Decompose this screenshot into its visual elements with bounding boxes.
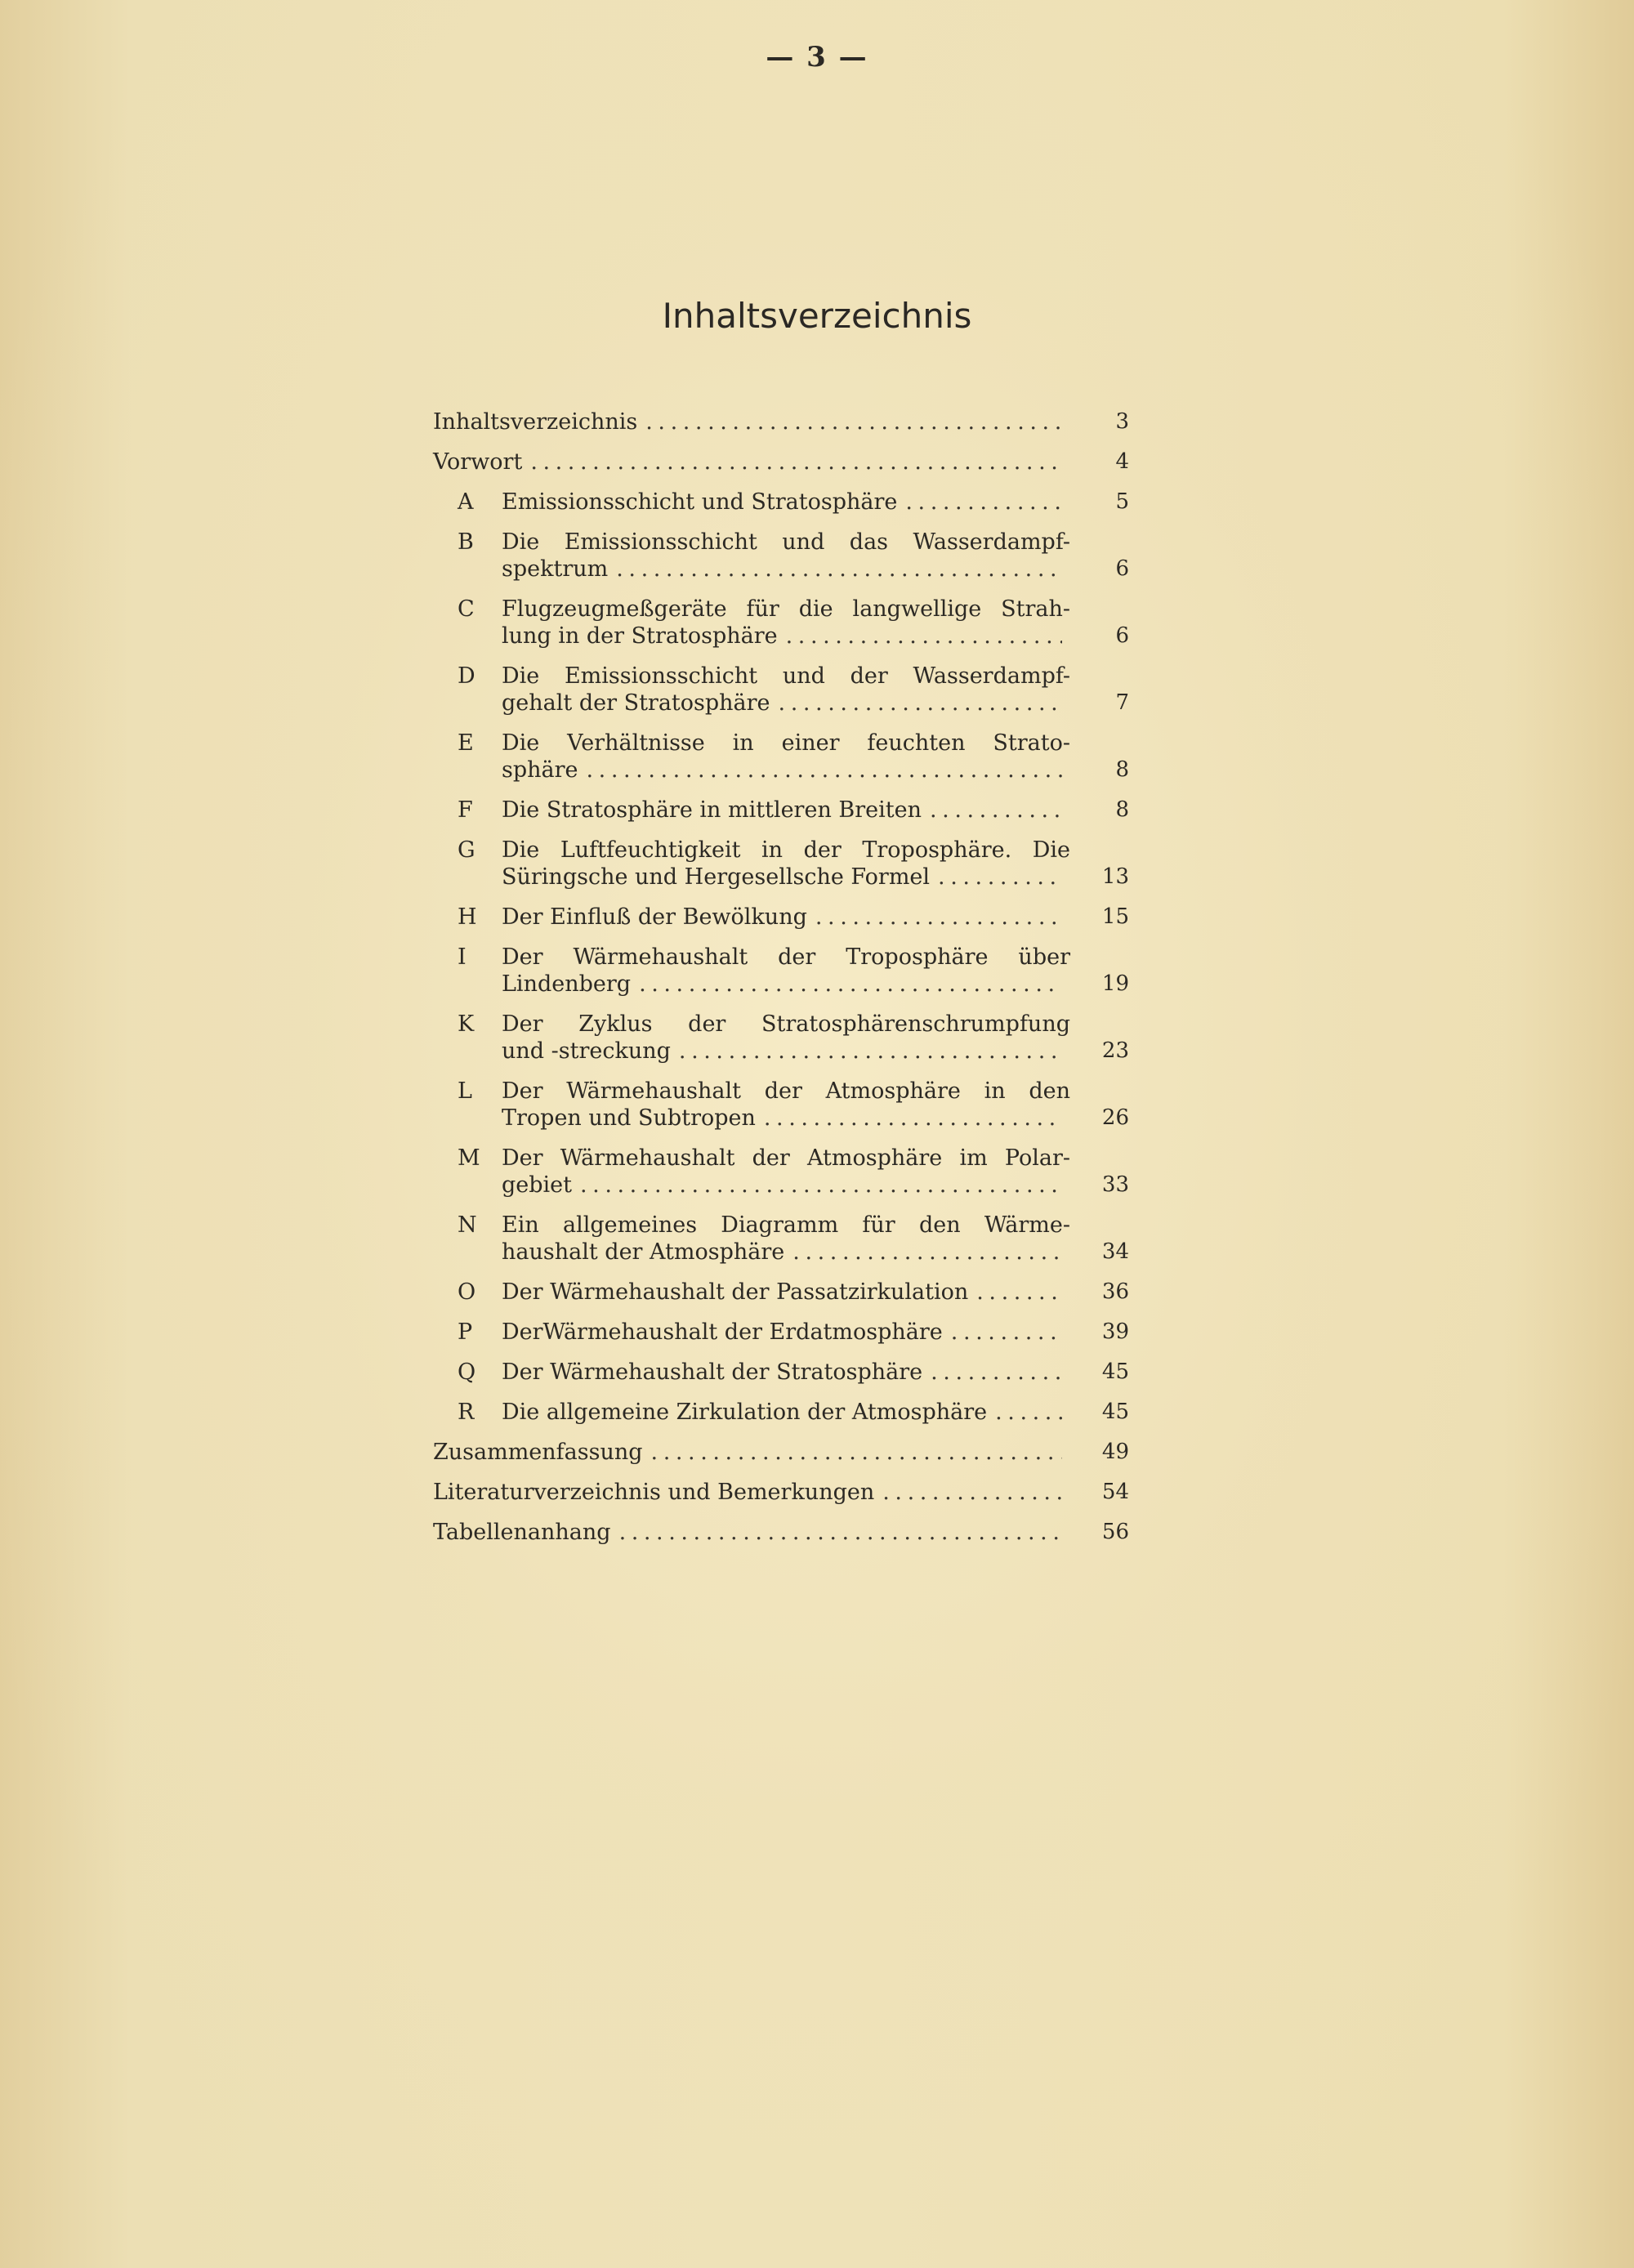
toc-section-letter: P bbox=[458, 1319, 473, 1345]
toc-entry[interactable] bbox=[433, 1078, 1129, 1132]
toc-dot-leader bbox=[616, 556, 1062, 583]
toc-entry-title: Emissionsschicht und Stratosphäre bbox=[502, 489, 898, 515]
toc-section-letter: K bbox=[458, 1011, 475, 1037]
toc-entry-title: Lindenberg bbox=[502, 971, 632, 997]
toc-entry[interactable] bbox=[433, 904, 1129, 931]
toc-entry[interactable] bbox=[433, 409, 1129, 435]
toc-dot-leader bbox=[587, 757, 1062, 784]
toc-page-number: 6 bbox=[1115, 623, 1129, 648]
toc-page-number: 45 bbox=[1101, 1359, 1129, 1384]
toc-section-letter: D bbox=[458, 663, 475, 689]
toc-entry-title: Der Wärmehaushalt der Atmosphäre in den bbox=[502, 1078, 1070, 1104]
toc-dot-leader bbox=[792, 1239, 1062, 1266]
toc-entry[interactable] bbox=[433, 1439, 1129, 1466]
toc-entry-title: und -streckung bbox=[502, 1038, 671, 1064]
toc-entry-title: Die Emissionsschicht und das Wasserdampf- bbox=[502, 529, 1070, 555]
toc-entry-title: Die Verhältnisse in einer feuchten Strato- bbox=[502, 730, 1070, 756]
toc-entry[interactable] bbox=[433, 1011, 1129, 1065]
toc-dot-leader bbox=[930, 797, 1062, 824]
toc-entry-title: Die Stratosphäre in mittleren Breiten bbox=[502, 797, 922, 823]
toc-page-number: 3 bbox=[1115, 409, 1129, 434]
toc-entry[interactable] bbox=[433, 1279, 1129, 1306]
toc-entry-title: Ein allgemeines Diagramm für den Wärme- bbox=[502, 1212, 1070, 1238]
toc-entry-title: Der Wärmehaushalt der Troposphäre über bbox=[502, 944, 1070, 970]
toc-section-letter: A bbox=[458, 489, 474, 515]
toc-entry-title: Tropen und Subtropen bbox=[502, 1105, 756, 1131]
toc-page-number: 8 bbox=[1115, 797, 1129, 822]
toc-entry-title: Die Luftfeuchtigkeit in der Troposphäre. Die bbox=[502, 837, 1070, 863]
toc-dot-leader bbox=[679, 1038, 1062, 1065]
toc-section-letter: E bbox=[458, 730, 474, 756]
toc-page-number: 54 bbox=[1101, 1480, 1129, 1504]
toc-page-number: 39 bbox=[1101, 1319, 1129, 1344]
toc-dot-leader bbox=[882, 1479, 1062, 1506]
toc-entry-title: Der Wärmehaushalt der Stratosphäre bbox=[502, 1359, 923, 1385]
toc-entry-title: DerWärmehaushalt der Erdatmosphäre bbox=[502, 1319, 943, 1345]
toc-dot-leader bbox=[530, 449, 1062, 475]
toc-dot-leader bbox=[976, 1279, 1062, 1306]
toc-page-number: 7 bbox=[1115, 690, 1129, 715]
toc-section-letter: M bbox=[458, 1145, 480, 1171]
toc-entry-title: Der Wärmehaushalt der Passatzirkulation bbox=[502, 1279, 969, 1305]
toc-page-number: 49 bbox=[1101, 1440, 1129, 1464]
page-number: — 3 — bbox=[766, 41, 868, 74]
toc-dot-leader bbox=[651, 1439, 1062, 1466]
toc-page-number: 26 bbox=[1101, 1105, 1129, 1130]
toc-entry-title: Zusammenfassung bbox=[433, 1440, 643, 1465]
toc-page-number: 34 bbox=[1101, 1239, 1129, 1264]
toc-page-number: 15 bbox=[1101, 904, 1129, 929]
toc-entry[interactable] bbox=[433, 797, 1129, 824]
toc-section-letter: B bbox=[458, 529, 474, 555]
toc-page-number: 23 bbox=[1101, 1038, 1129, 1063]
toc-dot-leader bbox=[619, 1519, 1062, 1546]
toc-page-number: 6 bbox=[1115, 556, 1129, 581]
toc-entry-title: spektrum bbox=[502, 556, 609, 582]
toc-dot-leader bbox=[645, 409, 1062, 435]
toc-entry-title: sphäre bbox=[502, 757, 578, 783]
toc-entry-title: Der Einfluß der Bewölkung bbox=[502, 904, 807, 930]
toc-section-letter: F bbox=[458, 797, 473, 823]
toc-section-letter: Q bbox=[458, 1359, 476, 1385]
toc-entry[interactable] bbox=[433, 1359, 1129, 1386]
toc-entry[interactable] bbox=[433, 489, 1129, 516]
toc-entry-title: gehalt der Stratosphäre bbox=[502, 690, 770, 716]
toc-dot-leader bbox=[931, 1359, 1062, 1386]
toc-page-number: 5 bbox=[1115, 489, 1129, 514]
toc-entry-title: gebiet bbox=[502, 1172, 573, 1198]
toc-entry-title: Tabellenanhang bbox=[433, 1520, 611, 1545]
toc-entry-title: Der Zyklus der Stratosphärenschrumpfung bbox=[502, 1011, 1070, 1037]
toc-section-letter: C bbox=[458, 596, 475, 622]
toc-page-number: 8 bbox=[1115, 757, 1129, 782]
toc-page-number: 4 bbox=[1115, 449, 1129, 474]
toc-dot-leader bbox=[815, 904, 1062, 931]
toc-entry-title: Vorwort bbox=[433, 449, 523, 475]
toc-dot-leader bbox=[905, 489, 1062, 516]
toc-entry[interactable] bbox=[433, 1519, 1129, 1546]
toc-entry[interactable] bbox=[433, 944, 1129, 998]
toc-section-letter: N bbox=[458, 1212, 477, 1238]
toc-page-number: 56 bbox=[1101, 1520, 1129, 1544]
toc-dot-leader bbox=[764, 1105, 1062, 1132]
toc-entry-title: Süringsche und Hergesellsche Formel bbox=[502, 864, 931, 890]
toc-dot-leader bbox=[639, 971, 1062, 998]
toc-dot-leader bbox=[951, 1319, 1062, 1346]
toc-section-letter: R bbox=[458, 1400, 475, 1425]
toc-page-number: 13 bbox=[1101, 864, 1129, 889]
toc-entry-title: Inhaltsverzeichnis bbox=[433, 409, 638, 435]
toc-entry-title: lung in der Stratosphäre bbox=[502, 623, 778, 649]
page-title: Inhaltsverzeichnis bbox=[662, 296, 972, 336]
toc-entry-title: Literaturverzeichnis und Bemerkungen bbox=[433, 1480, 875, 1505]
toc-entry-title: Die Emissionsschicht und der Wasserdampf- bbox=[502, 663, 1070, 689]
toc-entry[interactable] bbox=[433, 1145, 1129, 1199]
toc-entry[interactable] bbox=[433, 663, 1129, 717]
toc-entry[interactable] bbox=[433, 596, 1129, 650]
toc-entry-title: Der Wärmehaushalt der Atmosphäre im Polar- bbox=[502, 1145, 1070, 1171]
toc-entry[interactable] bbox=[433, 1399, 1129, 1426]
toc-entry-title: Die allgemeine Zirkulation der Atmosphäre bbox=[502, 1400, 988, 1425]
toc-entry[interactable] bbox=[433, 1319, 1129, 1346]
toc-entry[interactable] bbox=[433, 529, 1129, 583]
toc-entry[interactable] bbox=[433, 837, 1129, 891]
toc-page-number: 33 bbox=[1101, 1172, 1129, 1197]
toc-entry-title: haushalt der Atmosphäre bbox=[502, 1239, 785, 1265]
toc-entry-title: Flugzeugmeßgeräte für die langwellige Strah- bbox=[502, 596, 1070, 622]
toc-dot-leader bbox=[938, 864, 1062, 891]
toc-section-letter: L bbox=[458, 1078, 472, 1104]
toc-section-letter: I bbox=[458, 944, 467, 970]
toc-section-letter: O bbox=[458, 1279, 476, 1305]
table-of-contents bbox=[433, 409, 1129, 1559]
toc-entry[interactable] bbox=[433, 449, 1129, 475]
toc-page-number: 45 bbox=[1101, 1400, 1129, 1424]
toc-dot-leader bbox=[995, 1399, 1062, 1426]
toc-dot-leader bbox=[580, 1172, 1062, 1199]
toc-section-letter: H bbox=[458, 904, 477, 930]
toc-entry[interactable] bbox=[433, 730, 1129, 784]
toc-page-number: 19 bbox=[1101, 971, 1129, 996]
toc-entry[interactable] bbox=[433, 1212, 1129, 1266]
toc-page-number: 36 bbox=[1101, 1279, 1129, 1304]
toc-entry[interactable] bbox=[433, 1479, 1129, 1506]
toc-section-letter: G bbox=[458, 837, 475, 863]
toc-dot-leader bbox=[786, 623, 1062, 650]
toc-dot-leader bbox=[779, 690, 1062, 717]
